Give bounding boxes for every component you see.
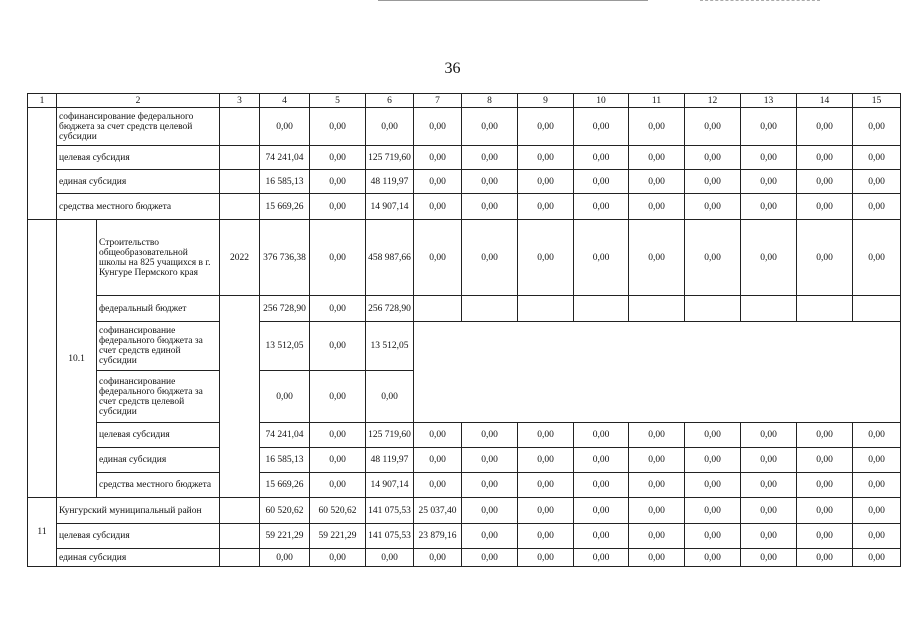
table-cell: 0,00 — [414, 448, 462, 473]
table-cell: 0,00 — [366, 108, 414, 146]
row-name: целевая субсидия — [97, 423, 220, 448]
table-cell: 0,00 — [797, 549, 853, 567]
row-name: софинансирование федерального бюджета за счет средств целевой субсидии — [97, 371, 220, 423]
table-cell: 0,00 — [741, 423, 797, 448]
table-cell: 256 728,90 — [366, 296, 414, 322]
header-cell: 6 — [366, 94, 414, 108]
table-cell: 0,00 — [685, 498, 741, 524]
table-cell: 0,00 — [574, 423, 629, 448]
row-name: софинансирование федерального бюджета за счет средств единой субсидии — [97, 322, 220, 371]
table-row — [28, 146, 901, 170]
header-cell: 13 — [741, 94, 797, 108]
table-cell: 0,00 — [414, 549, 462, 567]
table-cell: 0,00 — [853, 498, 901, 524]
table-cell: 0,00 — [462, 194, 518, 220]
table-cell: 0,00 — [518, 549, 574, 567]
table-cell: 0,00 — [797, 220, 853, 296]
table-cell: 0,00 — [741, 146, 797, 170]
table-cell: 0,00 — [260, 549, 310, 567]
table-cell — [220, 108, 260, 146]
table-cell: 0,00 — [741, 170, 797, 194]
table-cell: 0,00 — [310, 146, 366, 170]
table-cell: 0,00 — [462, 108, 518, 146]
table-cell — [853, 296, 901, 322]
table-row — [28, 423, 901, 448]
table-cell: 0,00 — [629, 448, 685, 473]
table-cell: 0,00 — [462, 524, 518, 549]
table-cell-empty — [414, 322, 901, 423]
table-cell: 0,00 — [414, 170, 462, 194]
table-cell: 0,00 — [741, 524, 797, 549]
table-row — [28, 524, 901, 549]
table-cell: 125 719,60 — [366, 146, 414, 170]
table-row — [28, 322, 901, 371]
table-cell: 0,00 — [518, 448, 574, 473]
table-cell: 0,00 — [462, 549, 518, 567]
table-cell: 0,00 — [629, 220, 685, 296]
section-number: 11 — [28, 498, 57, 567]
table-cell: 0,00 — [574, 498, 629, 524]
table-cell: 0,00 — [797, 146, 853, 170]
header-cell: 4 — [260, 94, 310, 108]
table-cell: 0,00 — [629, 549, 685, 567]
table-cell: 23 879,16 — [414, 524, 462, 549]
table-cell: 0,00 — [685, 473, 741, 498]
table-cell: 16 585,13 — [260, 170, 310, 194]
table-cell: 0,00 — [462, 473, 518, 498]
table-cell: 0,00 — [518, 473, 574, 498]
table-cell: 0,00 — [685, 524, 741, 549]
table-cell: 0,00 — [310, 371, 366, 423]
table-cell: 0,00 — [462, 220, 518, 296]
table-cell: 0,00 — [414, 108, 462, 146]
header-cell: 2 — [57, 94, 220, 108]
table-cell: 0,00 — [685, 549, 741, 567]
table-cell: 0,00 — [518, 194, 574, 220]
table-row — [28, 549, 901, 567]
header-cell: 14 — [797, 94, 853, 108]
table-cell: 0,00 — [629, 423, 685, 448]
table-row — [28, 498, 901, 524]
table-cell: 0,00 — [629, 146, 685, 170]
table-cell: 0,00 — [462, 448, 518, 473]
table-cell: 0,00 — [310, 194, 366, 220]
row-name: средства местного бюджета — [97, 473, 220, 498]
table-cell: 0,00 — [741, 473, 797, 498]
table-cell: 125 719,60 — [366, 423, 414, 448]
table-cell — [574, 296, 629, 322]
table-cell: 0,00 — [310, 170, 366, 194]
table-cell: 458 987,66 — [366, 220, 414, 296]
table-cell: 14 907,14 — [366, 194, 414, 220]
row-name: единая субсидия — [57, 170, 220, 194]
table-cell: 0,00 — [574, 549, 629, 567]
table-cell — [220, 194, 260, 220]
table-cell: 0,00 — [366, 549, 414, 567]
table-cell: 256 728,90 — [260, 296, 310, 322]
table-cell: 0,00 — [574, 146, 629, 170]
header-cell: 3 — [220, 94, 260, 108]
table-row — [28, 473, 901, 498]
table-cell: 13 512,05 — [366, 322, 414, 371]
table-cell: 0,00 — [462, 170, 518, 194]
table-cell: 0,00 — [518, 170, 574, 194]
table-cell: 0,00 — [414, 194, 462, 220]
table-cell: 60 520,62 — [310, 498, 366, 524]
table-cell: 0,00 — [310, 549, 366, 567]
header-row — [28, 94, 901, 108]
table-cell: 0,00 — [685, 448, 741, 473]
row-name: Строительство общеобразовательной школы на 825 учащихся в г. Кунгуре Пермского края — [97, 220, 220, 296]
table-cell: 0,00 — [574, 220, 629, 296]
table-cell: 0,00 — [797, 473, 853, 498]
table-cell: 59 221,29 — [310, 524, 366, 549]
table-cell: 0,00 — [797, 108, 853, 146]
row-name: целевая субсидия — [57, 146, 220, 170]
table-cell: 0,00 — [741, 549, 797, 567]
table-cell: 141 075,53 — [366, 498, 414, 524]
table-cell — [685, 296, 741, 322]
table-cell: 0,00 — [310, 322, 366, 371]
scan-edge-line — [378, 0, 648, 1]
table-cell: 60 520,62 — [260, 498, 310, 524]
table-cell: 0,00 — [853, 473, 901, 498]
row-name: средства местного бюджета — [57, 194, 220, 220]
row-name: софинансирование федерального бюджета за счет средств целевой субсидии — [57, 108, 220, 146]
table-cell: 0,00 — [853, 448, 901, 473]
table-cell: 0,00 — [462, 423, 518, 448]
table-cell: 0,00 — [414, 220, 462, 296]
header-cell: 1 — [28, 94, 57, 108]
table-cell: 0,00 — [853, 108, 901, 146]
row-name: единая субсидия — [57, 549, 220, 567]
table-cell: 0,00 — [574, 448, 629, 473]
row-name: Кунгурский муниципальный район — [57, 498, 220, 524]
table-cell — [797, 296, 853, 322]
table-cell: 0,00 — [310, 448, 366, 473]
table-cell: 0,00 — [518, 220, 574, 296]
table-row — [28, 220, 901, 296]
table-cell: 0,00 — [685, 108, 741, 146]
table-row — [28, 108, 901, 146]
table-cell: 0,00 — [518, 108, 574, 146]
table-cell: 0,00 — [518, 524, 574, 549]
table-row — [28, 170, 901, 194]
table-cell — [741, 296, 797, 322]
table-cell: 0,00 — [853, 170, 901, 194]
table-cell: 48 119,97 — [366, 170, 414, 194]
table-cell: 13 512,05 — [260, 322, 310, 371]
table-cell — [629, 296, 685, 322]
table-cell: 0,00 — [518, 146, 574, 170]
row-number-cell-empty — [28, 108, 57, 220]
table-cell: 48 119,97 — [366, 448, 414, 473]
header-cell: 9 — [518, 94, 574, 108]
table-cell: 0,00 — [629, 498, 685, 524]
table-cell: 0,00 — [797, 170, 853, 194]
table-cell: 0,00 — [685, 423, 741, 448]
table-cell: 0,00 — [853, 524, 901, 549]
table-cell: 141 075,53 — [366, 524, 414, 549]
table-cell — [220, 549, 260, 567]
table-cell: 0,00 — [797, 448, 853, 473]
table-row — [28, 194, 901, 220]
table-cell: 0,00 — [853, 423, 901, 448]
table-cell: 0,00 — [629, 194, 685, 220]
table-cell: 0,00 — [797, 194, 853, 220]
table-cell — [220, 498, 260, 524]
table-cell — [462, 296, 518, 322]
table-cell — [220, 146, 260, 170]
table-cell: 0,00 — [310, 423, 366, 448]
table-cell: 0,00 — [797, 498, 853, 524]
table-cell: 74 241,04 — [260, 423, 310, 448]
header-cell: 12 — [685, 94, 741, 108]
header-cell: 8 — [462, 94, 518, 108]
table-cell: 0,00 — [741, 448, 797, 473]
header-cell: 5 — [310, 94, 366, 108]
table-cell: 0,00 — [741, 498, 797, 524]
table-cell: 0,00 — [574, 194, 629, 220]
table-cell: 0,00 — [741, 108, 797, 146]
table-cell: 0,00 — [462, 146, 518, 170]
table-cell: 0,00 — [685, 194, 741, 220]
table-row — [28, 296, 901, 322]
header-cell: 11 — [629, 94, 685, 108]
table-cell: 0,00 — [853, 194, 901, 220]
table-cell: 0,00 — [260, 371, 310, 423]
table-cell: 15 669,26 — [260, 194, 310, 220]
table-cell: 0,00 — [629, 473, 685, 498]
table-cell: 0,00 — [574, 473, 629, 498]
table-cell: 0,00 — [518, 423, 574, 448]
table-cell: 0,00 — [366, 371, 414, 423]
table-cell: 0,00 — [414, 473, 462, 498]
table-row — [28, 448, 901, 473]
table-cell: 59 221,29 — [260, 524, 310, 549]
table-cell: 0,00 — [310, 220, 366, 296]
table-cell: 0,00 — [462, 498, 518, 524]
table-cell: 0,00 — [310, 108, 366, 146]
table-cell: 0,00 — [518, 498, 574, 524]
table-cell: 0,00 — [853, 549, 901, 567]
row-name: федеральный бюджет — [97, 296, 220, 322]
header-cell: 7 — [414, 94, 462, 108]
table-cell: 0,00 — [741, 194, 797, 220]
table-cell: 0,00 — [685, 170, 741, 194]
header-cell: 15 — [853, 94, 901, 108]
table-cell — [220, 170, 260, 194]
table-cell: 0,00 — [414, 146, 462, 170]
table-cell: 0,00 — [629, 524, 685, 549]
table-cell: 0,00 — [685, 220, 741, 296]
section-number: 10.1 — [57, 220, 97, 498]
table-cell: 0,00 — [685, 146, 741, 170]
table-cell: 0,00 — [574, 108, 629, 146]
table-cell — [414, 296, 462, 322]
table-cell — [518, 296, 574, 322]
scan-edge-line — [700, 0, 820, 1]
table-cell: 0,00 — [853, 146, 901, 170]
table-cell: 0,00 — [741, 220, 797, 296]
page-number: 36 — [444, 60, 461, 77]
row-number-cell-empty — [28, 220, 57, 498]
table-cell: 0,00 — [853, 220, 901, 296]
table-cell — [220, 524, 260, 549]
table-cell: 376 736,38 — [260, 220, 310, 296]
table-cell: 0,00 — [629, 108, 685, 146]
row-name: целевая субсидия — [57, 524, 220, 549]
table-cell: 16 585,13 — [260, 448, 310, 473]
table-cell: 0,00 — [260, 108, 310, 146]
table-cell: 0,00 — [310, 296, 366, 322]
table-cell: 15 669,26 — [260, 473, 310, 498]
table-cell: 0,00 — [629, 170, 685, 194]
year-cell: 2022 — [220, 220, 260, 296]
table-cell — [220, 296, 260, 498]
table-cell: 0,00 — [574, 170, 629, 194]
table-cell: 25 037,40 — [414, 498, 462, 524]
table-cell: 0,00 — [414, 423, 462, 448]
table-cell: 0,00 — [797, 423, 853, 448]
table-cell: 0,00 — [797, 524, 853, 549]
table-cell: 74 241,04 — [260, 146, 310, 170]
table-cell: 0,00 — [574, 524, 629, 549]
table-cell: 14 907,14 — [366, 473, 414, 498]
table-cell: 0,00 — [310, 473, 366, 498]
row-name: единая субсидия — [97, 448, 220, 473]
header-cell: 10 — [574, 94, 629, 108]
budget-table — [27, 93, 901, 567]
